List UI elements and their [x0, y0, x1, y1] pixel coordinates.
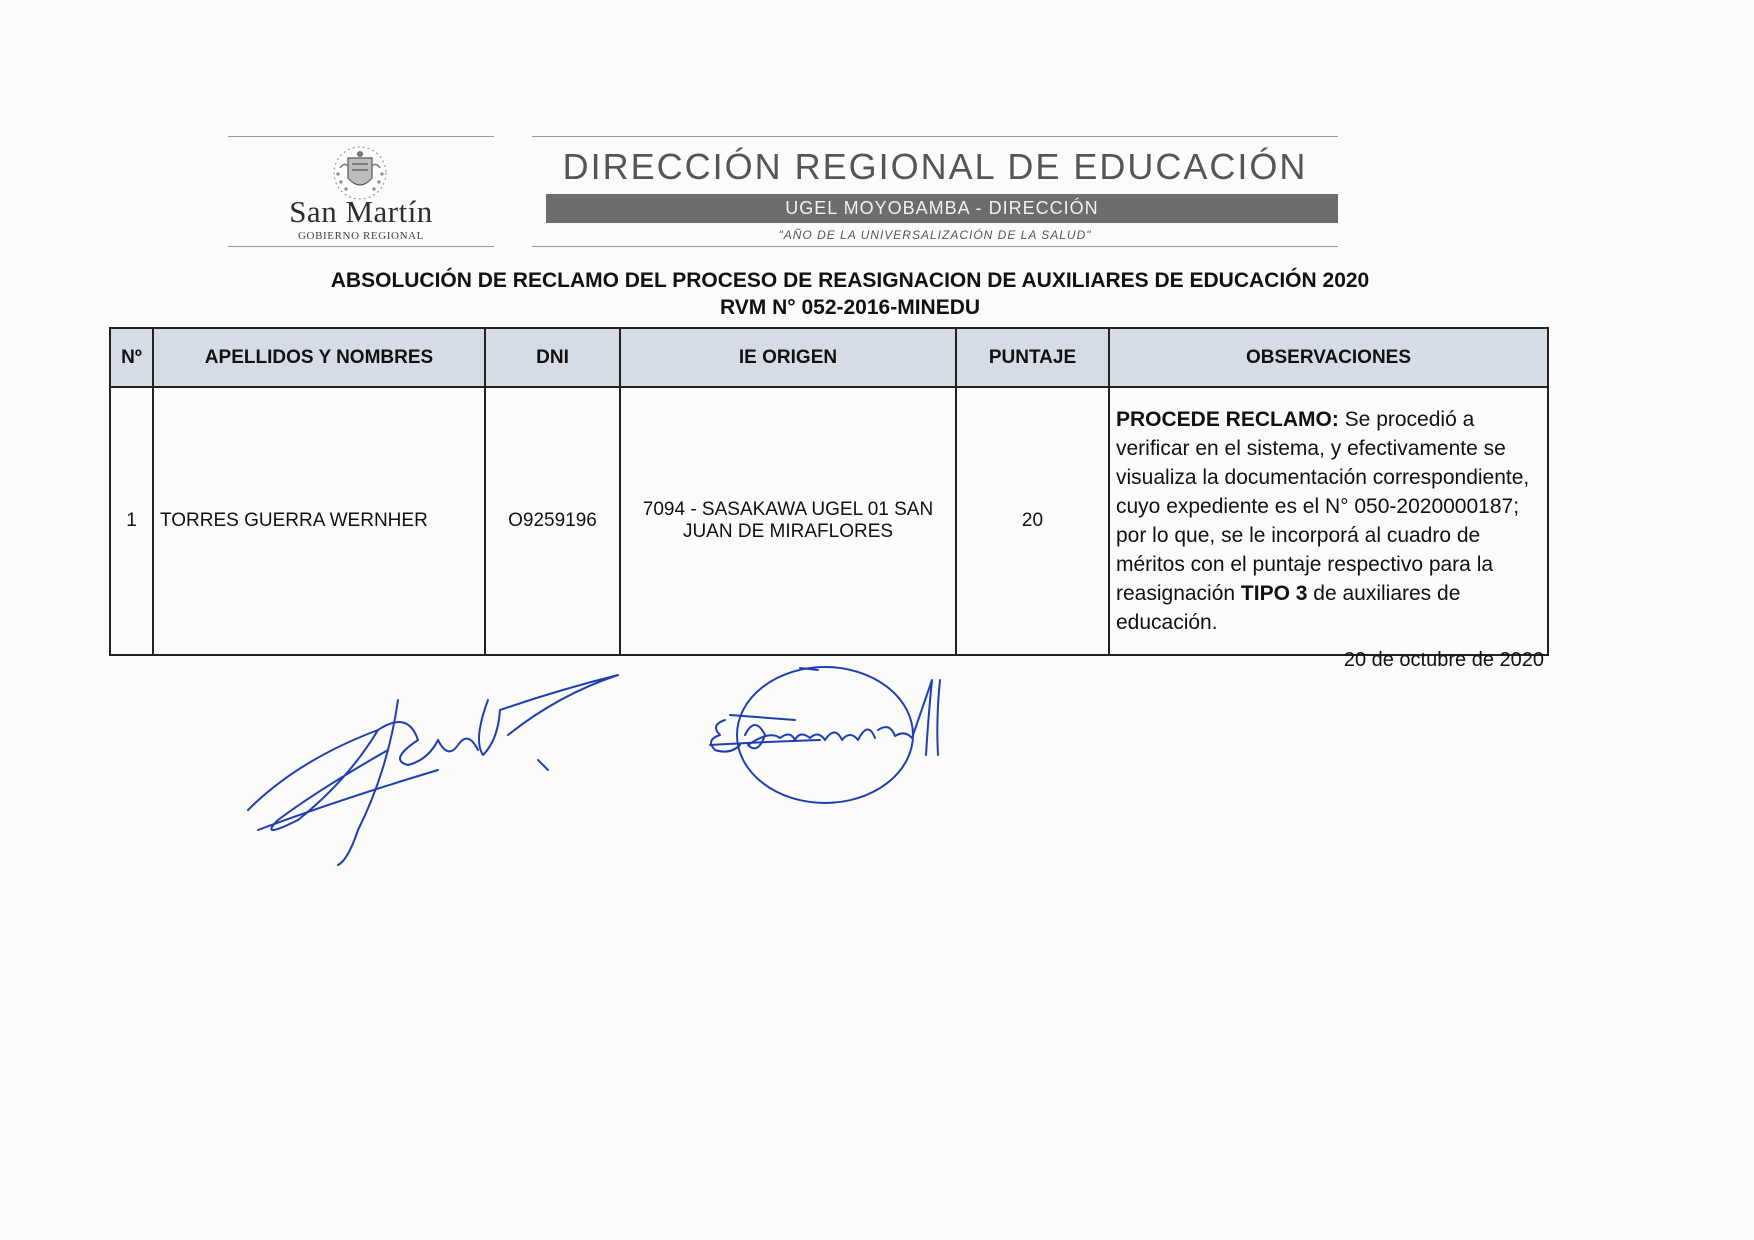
- unit-band: UGEL MOYOBAMBA - DIRECCIÓN: [546, 194, 1338, 223]
- column-header-dni: DNI: [485, 328, 620, 387]
- regional-logo-block: [228, 136, 494, 248]
- signature-right: [700, 660, 1000, 820]
- column-header-observaciones: OBSERVACIONES: [1109, 328, 1548, 387]
- divider: [532, 246, 1338, 247]
- table-row: [110, 387, 1548, 655]
- title-line-2: RVM N° 052-2016-MINEDU: [719, 296, 981, 319]
- title-line-1: ABSOLUCIÓN DE RECLAMO DEL PROCESO DE REASIGNACION DE AUXILIARES DE EDUCACIÓN 2020: [330, 269, 1370, 292]
- document-title: [100, 267, 1600, 321]
- obs-tail: de auxiliares de educación.: [1116, 582, 1461, 634]
- institution-header: [532, 136, 1338, 248]
- column-header-number: Nº: [110, 328, 153, 387]
- divider: [532, 136, 1338, 137]
- institution-title: DIRECCIÓN REGIONAL DE EDUCACIÓN: [562, 146, 1308, 187]
- column-header-puntaje: PUNTAJE: [956, 328, 1109, 387]
- cell-ie-origen: 7094 - SASAKAWA UGEL 01 SAN JUAN DE MIRAFLORES: [620, 387, 956, 655]
- obs-verdict: PROCEDE RECLAMO:: [1116, 408, 1339, 431]
- year-motto: "AÑO DE LA UNIVERSALIZACIÓN DE LA SALUD": [778, 228, 1092, 242]
- obs-type: TIPO 3: [1240, 582, 1308, 605]
- cell-name: TORRES GUERRA WERNHER: [153, 387, 485, 655]
- region-subtitle: GOBIERNO REGIONAL: [298, 230, 424, 242]
- region-name: San Martín: [289, 194, 433, 229]
- signature-left: [238, 670, 638, 870]
- cell-number: 1: [110, 387, 153, 655]
- cell-observaciones: [1109, 387, 1548, 655]
- divider: [228, 246, 494, 247]
- document-date: 20 de octubre de 2020: [1343, 649, 1544, 671]
- claims-table: [109, 327, 1549, 656]
- column-header-ie-origen: IE ORIGEN: [620, 328, 956, 387]
- table-header-row: [110, 328, 1548, 387]
- cell-dni: O9259196: [485, 387, 620, 655]
- divider: [228, 136, 494, 137]
- obs-body: Se procedió a verificar en el sistema, y efectivamente se visualiza la documentación correspondiente, cuyo expediente es el N° 050-2020000187; por lo que, se le incorporá al cuadro de méritos con el puntaje respectivo para la reasignación: [1116, 408, 1530, 605]
- column-header-name: APELLIDOS Y NOMBRES: [153, 328, 485, 387]
- cell-puntaje: 20: [956, 387, 1109, 655]
